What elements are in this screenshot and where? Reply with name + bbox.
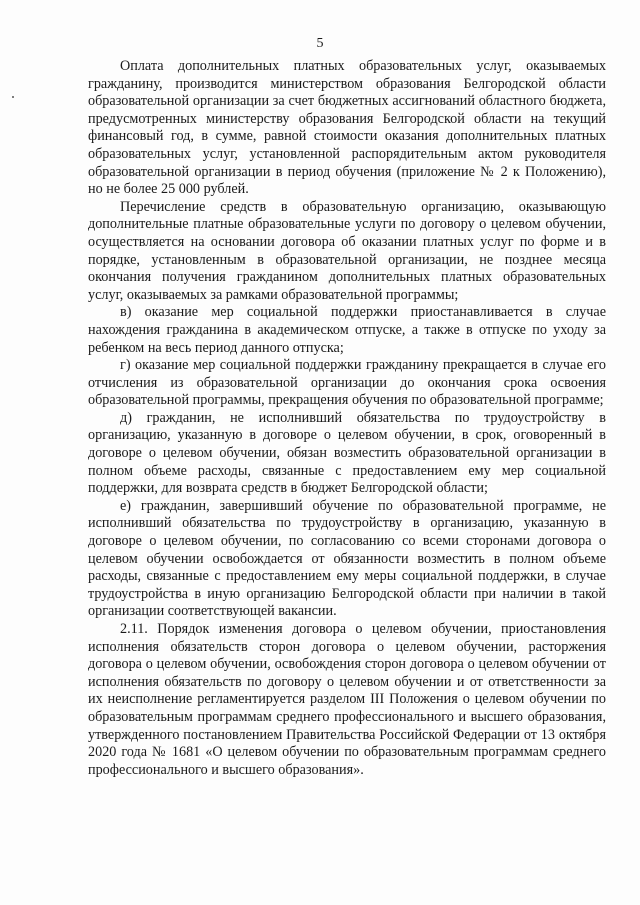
paragraph-item-e: е) гражданин, завершивший обучение по образовательной программе, не исполнивший обязательства по трудоустройству в организацию, указанную в договоре о целевом обучении, по согласованию со всеми сторонами договора о целевом обучении освобождается от обязанности возместить в полном объеме расходы, связанные с предоставлением ему меры социальной поддержки, в случае трудоустройства в иную организацию Белгородской области при наличии в такой организации соответствующей вакансии. <box>88 497 606 620</box>
paragraph-item-d: д) гражданин, не исполнивший обязательства по трудоустройству в организацию, указанную в договоре о целевом обучении, в срок, оговоренный в договоре о целевом обучении, обязан возместить образовательной организации в полном объеме расходы, связанные с предоставлением ему мер социальной поддержки, для возврата средств в бюджет Белгородской области; <box>88 409 606 497</box>
page-number: 5 <box>316 36 324 51</box>
document-body <box>88 58 606 779</box>
paragraph-transfer: Перечисление средств в образовательную организацию, оказывающую дополнительные платные образовательные услуги по договору о целевом обучении, осуществляется на основании договора об оказании платных услуг по форме и в порядке, установленным в образовательной организации, не позднее месяца окончания получения гражданином дополнительных платных образовательных услуг, оказываемых за рамками образовательной программы; <box>88 198 606 303</box>
paragraph-payment: Оплата дополнительных платных образовательных услуг, оказываемых гражданину, производится министерством образования Белгородской области образовательной организации за счет бюджетных ассигнований областного бюджета, предусмотренных министерству образования Белгородской области на текущий финансовый год, в сумме, равной стоимости оказания дополнительных платных образовательных услуг, установленной распорядительным актом руководителя образовательной организации в период обучения (приложение № 2 к Положению), но не более 25 000 рублей. <box>88 58 606 198</box>
paragraph-item-v: в) оказание мер социальной поддержки приостанавливается в случае нахождения гражданина в академическом отпуске, а также в отпуске по уходу за ребенком на весь период данного отпуска; <box>88 304 606 356</box>
scan-speck <box>12 96 14 98</box>
paragraph-item-g: г) оказание мер социальной поддержки гражданину прекращается в случае его отчисления из образовательной организации до окончания срока освоения образовательной программы, прекращения обучения по образовательной программе; <box>88 357 606 409</box>
paragraph-section-2-11: 2.11. Порядок изменения договора о целевом обучении, приостановления исполнения обязательств сторон договора о целевом обучении, расторжения договора о целевом обучении, освобождения сторон договора о целевом обучении от исполнения обязательств по договору о целевом обучении и от ответственности за их неисполнение регламентируется разделом III Положения о целевом обучении по образовательным программам среднего профессионального и высшего образования, утвержденного постановлением Правительства Российской Федерации от 13 октября 2020 года № 1681 «О целевом обучении по образовательным программам среднего профессионального и высшего образования». <box>88 621 606 778</box>
